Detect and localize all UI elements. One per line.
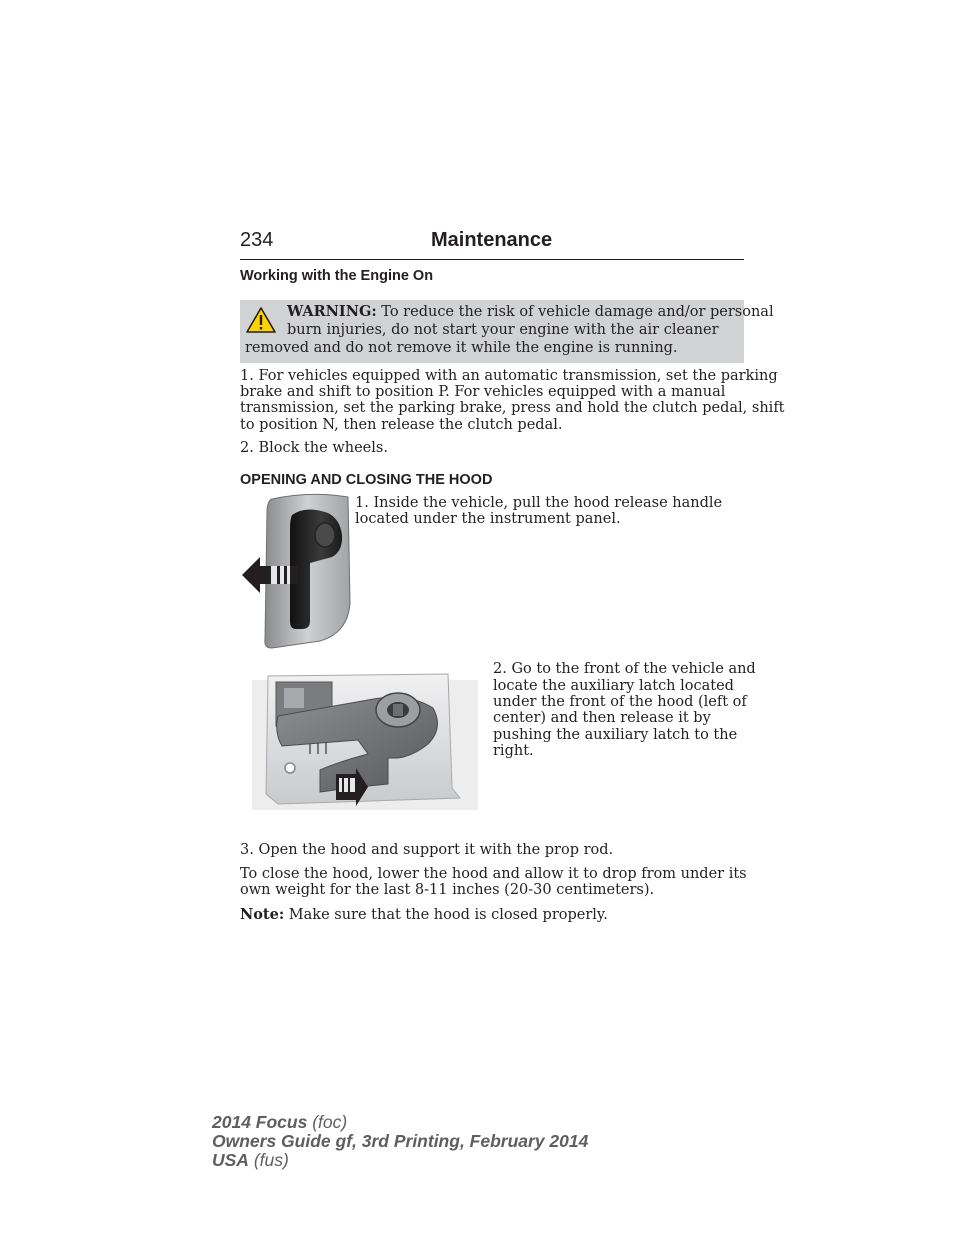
close-line-1: To close the hood, lower the hood and allow it to drop from under its: [240, 866, 747, 882]
step1-line-1: 1. For vehicles equipped with an automatic transmission, set the parking: [240, 368, 778, 384]
close-line-2: own weight for the last 8-11 inches (20-30 centimeters).: [240, 882, 655, 898]
auxiliary-latch-illustration: [248, 670, 480, 815]
hood-step2-line-5: pushing the auxiliary latch to the: [493, 727, 738, 743]
footer-model-name: 2014 Focus: [212, 1112, 308, 1132]
warning-line-2: burn injuries, do not start your engine with the air cleaner: [287, 322, 719, 338]
note-text: Make sure that the hood is closed properly.: [284, 907, 608, 923]
hood-step2-line-4: center) and then release it by: [493, 710, 711, 726]
warning-label: WARNING:: [287, 303, 377, 320]
hood-release-handle-illustration: [240, 493, 355, 650]
note-label: Note:: [240, 906, 285, 923]
hood-step1-line-2: located under the instrument panel.: [355, 511, 621, 527]
warning-line-3: removed and do not remove it while the engine is running.: [245, 340, 678, 356]
footer-region-name: USA: [212, 1150, 249, 1170]
warning-triangle-icon: [245, 306, 277, 334]
footer-region-code: (fus): [253, 1150, 289, 1170]
section-title: Maintenance: [431, 229, 553, 251]
step2-text: 2. Block the wheels.: [240, 440, 388, 456]
footer-model-code: (foc): [312, 1112, 348, 1132]
step1-line-4: to position N, then release the clutch pedal.: [240, 417, 563, 433]
warning-line-1: [287, 303, 774, 320]
page-number: 234: [240, 229, 274, 251]
hood-step2-line-2: locate the auxiliary latch located: [493, 678, 734, 694]
footer-model: [212, 1112, 347, 1133]
step1-line-3: transmission, set the parking brake, press and hold the clutch pedal, shift: [240, 400, 785, 416]
engine-on-heading: Working with the Engine On: [240, 268, 434, 284]
hood-step2-line-3: under the front of the hood (left of: [493, 694, 747, 710]
step1-line-2: brake and shift to position P. For vehicles equipped with a manual: [240, 384, 726, 400]
header-rule: [240, 259, 744, 260]
hood-step3-text: 3. Open the hood and support it with the prop rod.: [240, 842, 614, 858]
footer-guide: [212, 1131, 588, 1152]
hood-step1-line-1: 1. Inside the vehicle, pull the hood release handle: [355, 495, 723, 511]
footer-guide-text: Owners Guide gf, 3rd Printing, February 2014: [212, 1131, 589, 1151]
hood-heading: OPENING AND CLOSING THE HOOD: [240, 472, 493, 488]
footer-region: [212, 1150, 289, 1171]
hood-step2-line-6: right.: [493, 743, 534, 759]
warning-text-1: To reduce the risk of vehicle damage and/or personal: [381, 304, 774, 320]
hood-step2-line-1: 2. Go to the front of the vehicle and: [493, 661, 756, 677]
note: [240, 906, 608, 923]
